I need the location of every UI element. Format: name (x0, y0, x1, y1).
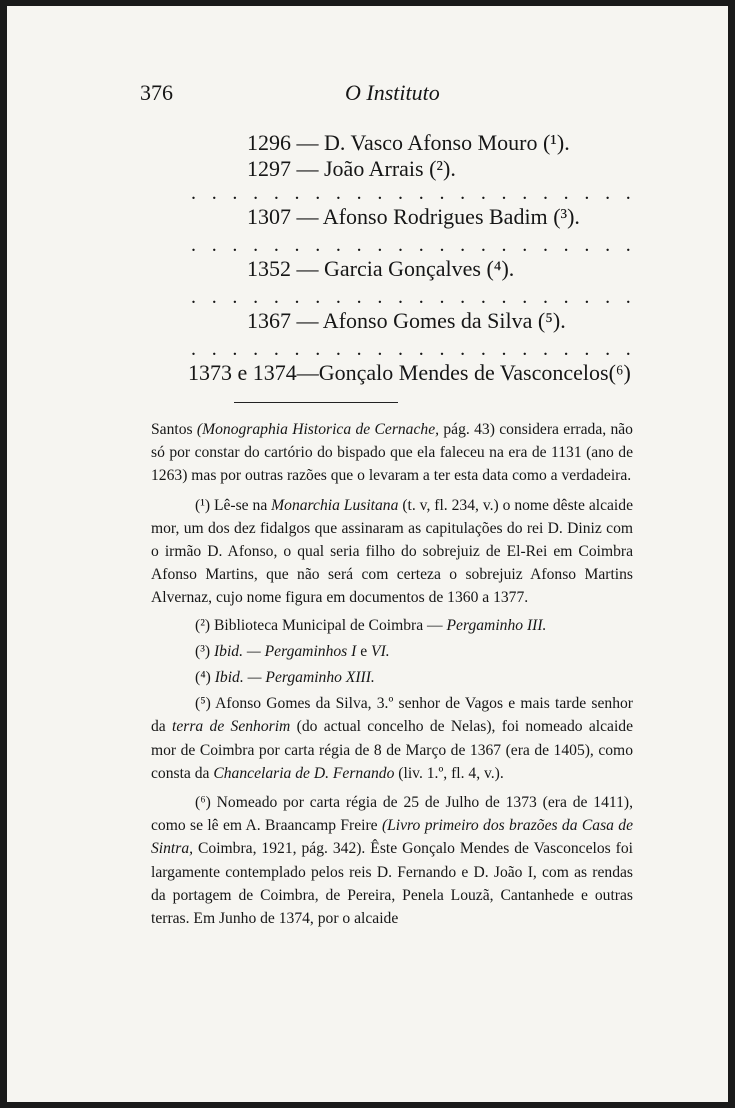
footnote-5: (⁵) Afonso Gomes da Silva, 3.º senhor de Vagos e mais tarde senhor da terra de Senhorim (do actual concelho de Nelas), foi nomeado alcaide mor de Coimbra por carta régia de 8 de Março de 1367 (era de 1405), como consta da Chancelaria de D. Fernando (liv. 1.º, fl. 4, v.). (151, 695, 633, 782)
list-entry (247, 256, 514, 282)
entry-year: 1307 (247, 204, 291, 229)
entry-name: Gonçalo Mendes de Vasconcelos (318, 360, 609, 385)
page-number: 376 (140, 80, 173, 105)
entry-name: Garcia Gonçalves (324, 256, 481, 281)
running-title: O Instituto (345, 80, 440, 105)
entry-separator: — (296, 204, 323, 229)
entry-separator: — (296, 156, 324, 181)
list-entry (247, 156, 456, 182)
footnote-2: (²) Biblioteca Municipal de Coimbra — Pergaminho III. (195, 616, 547, 634)
entry-year: 1367 (247, 308, 291, 333)
entry-name: João Arrais (324, 156, 424, 181)
entry-separator: — (296, 130, 324, 155)
entry-name: D. Vasco Afonso Mouro (324, 130, 538, 155)
entry-name: Afonso Gomes da Silva (322, 308, 533, 333)
entry-year: 1297 (247, 156, 291, 181)
dotted-leader: . . . . . . . . . . . . . . . . . . . . . . (191, 234, 631, 256)
book-page (7, 6, 728, 1102)
entry-year: 1296 (247, 130, 291, 155)
entry-note: (³). (553, 204, 580, 229)
footnote-1: (¹) Lê-se na Monarchia Lusitana (t. v, fl. 234, v.) o nome dêste alcaide mor, um dos dez fidalgos que assinaram as capitulações do rei D. Diniz com o irmão D. Afonso, o qual seria filho do sobrejuiz de El-Rei em Coimbra Afonso Martins, que não será com certeza o sobrejuiz Afonso Martins Alvernaz, cujo nome figura em documentos de 1360 a 1377. (151, 496, 633, 607)
list-entry (247, 308, 566, 334)
dotted-leader: . . . . . . . . . . . . . . . . . . . . . . (191, 182, 631, 204)
entry-note: (⁶) (608, 360, 631, 385)
entry-year: 1373 e 1374 (188, 360, 297, 385)
entry-note: (⁴). (486, 256, 515, 281)
entry-separator: — (296, 360, 319, 385)
footnote-3: (³) Ibid. — Pergaminhos I e VI. (195, 642, 390, 660)
footnote-rule (234, 402, 398, 403)
footnote-6: (⁶) Nomeado por carta régia de 25 de Julho de 1373 (era de 1411), como se lê em A. Braancamp Freire (Livro primeiro dos brazões da Casa de Sintra, Coimbra, 1921, pág. 342). Êste Gonçalo Mendes de Vasconcelos foi largamente contemplado pelos reis D. Fernando e D. João I, com as rendas da portagem de Coimbra, de Pereira, Penela Louzã, Cantanhede e outras terras. Em Junho de 1374, por o alcaide (151, 794, 633, 928)
list-entry (247, 130, 570, 156)
list-entry (188, 360, 631, 386)
entry-note: (⁵). (537, 308, 566, 333)
dotted-leader: . . . . . . . . . . . . . . . . . . . . . . (191, 286, 631, 308)
footnote-continuation: Santos (Monographia Historica de Cernache, pág. 43) considera errada, não só por constar do cartório do bispado que ela faleceu na era de 1131 (ano de 1263) mas por outras razões que o levaram a ter esta data como a verdadeira. (151, 421, 633, 485)
entry-separator: — (296, 256, 324, 281)
entry-note: (²). (429, 156, 456, 181)
entry-name: Afonso Rodrigues Badim (322, 204, 548, 229)
entry-note: (¹). (542, 130, 570, 155)
dotted-leader: . . . . . . . . . . . . . . . . . . . . . . (191, 338, 631, 360)
footnotes (151, 418, 633, 930)
entry-separator: — (296, 308, 323, 333)
list-entry (247, 204, 580, 230)
footnote-4: (⁴) Ibid. — Pergaminho XIII. (195, 669, 375, 687)
entry-year: 1352 (247, 256, 291, 281)
